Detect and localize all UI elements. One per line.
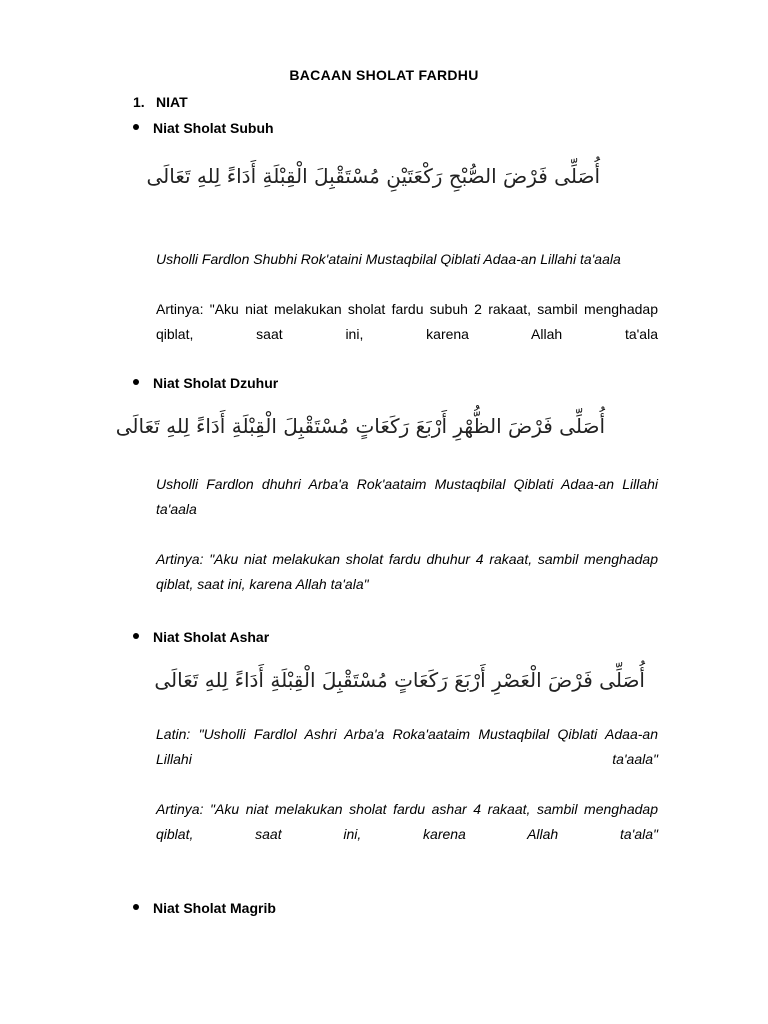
meaning-text-dzuhur: Artinya: "Aku niat melakukan sholat fardu dhuhur 4 rakaat, sambil menghadap qiblat, saat ini, karena Allah ta'ala" (156, 551, 658, 592)
latin-text-dzuhur: Usholli Fardlon dhuhri Arba'a Rok'aataim Mustaqbilal Qiblati Adaa-an Lillahi ta'aala (156, 476, 658, 517)
heading-subuh (133, 120, 274, 136)
latin-text-ashar: Latin: "Usholli Fardlol Ashri Arba'a Roka'aataim Mustaqbilal Qiblati Adaa-an Lillahi ta'aala" (156, 726, 658, 767)
arabic-text-dzuhur: أُصَلِّى فَرْضَ الظُّهْرِ أَرْبَعَ رَكَعَاتٍ مُسْتَقْبِلَ الْقِبْلَةِ أَدَاءً لِلهِ تَعَالَى (115, 414, 605, 438)
heading-text: Niat Sholat Ashar (153, 629, 270, 645)
heading-text: Niat Sholat Magrib (153, 900, 276, 916)
heading-text: Niat Sholat Subuh (153, 120, 274, 136)
heading-dzuhur (133, 375, 278, 391)
section-label: NIAT (156, 94, 188, 110)
bullet-icon (133, 904, 139, 910)
bullet-icon (133, 379, 139, 385)
meaning-text-subuh: Artinya: "Aku niat melakukan sholat fardu subuh 2 rakaat, sambil menghadap qiblat, saat ini, karena Allah ta'ala (156, 301, 658, 342)
page-title: BACAAN SHOLAT FARDHU (289, 67, 479, 83)
bullet-icon (133, 633, 139, 639)
arabic-text-ashar: أُصَلِّى فَرْضَ الْعَصْرِ أَرْبَعَ رَكَعَاتٍ مُسْتَقْبِلَ الْقِبْلَةِ أَدَاءً لِلهِ تَعَالَى (154, 668, 645, 692)
heading-ashar (133, 629, 269, 645)
meaning-text-ashar: Artinya: "Aku niat melakukan sholat fardu ashar 4 rakaat, sambil menghadap qiblat, saat ini, karena Allah ta'ala" (156, 801, 658, 842)
bullet-icon (133, 124, 139, 130)
heading-text: Niat Sholat Dzuhur (153, 375, 279, 391)
section-number: 1. (133, 94, 145, 110)
latin-text-subuh: Usholli Fardlon Shubhi Rok'ataini Mustaqbilal Qiblati Adaa-an Lillahi ta'aala (156, 251, 621, 267)
heading-magrib (133, 900, 276, 916)
arabic-text-subuh: أُصَلِّى فَرْضَ الصُّبْحِ رَكْعَتَيْنِ مُسْتَقْبِلَ الْقِبْلَةِ أَدَاءً لِلهِ تَعَالَى (146, 164, 600, 188)
section-heading-niat (133, 94, 188, 110)
